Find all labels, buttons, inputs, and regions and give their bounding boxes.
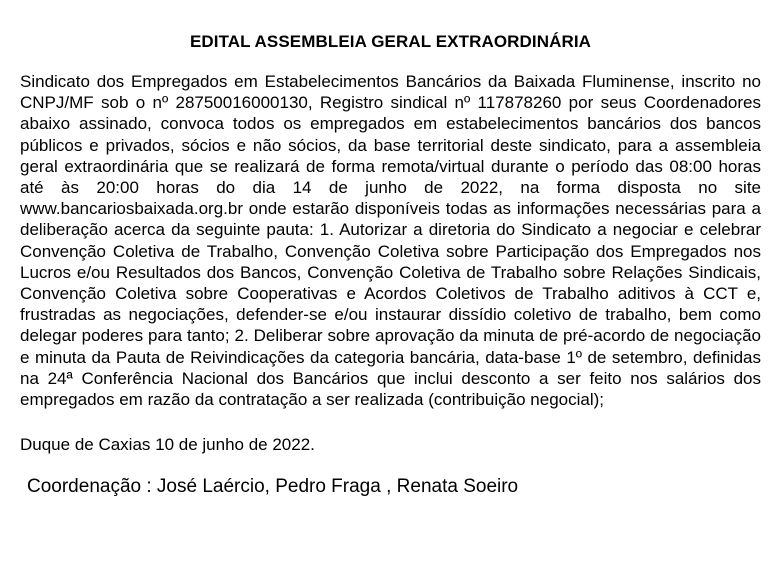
document-title: EDITAL ASSEMBLEIA GERAL EXTRAORDINÁRIA xyxy=(189,32,592,51)
coordination-signature-line: Coordenação : José Laércio, Pedro Fraga , Renata Soeiro xyxy=(27,476,519,498)
date-place-line: Duque de Caxias 10 de junho de 2022. xyxy=(20,435,315,455)
edital-document xyxy=(20,0,761,498)
document-body-paragraph: Sindicato dos Empregados em Estabelecimentos Bancários da Baixada Fluminense, inscrito no CNPJ/MF sob o nº 28750016000130, Registro sindical nº 117878260 por seus Coordenadores abaixo assinado, convoca todos os empregados em estabelecimentos bancários dos bancos públicos e privados, sócios e não sócios, da base territorial deste sindicato, para a assembleia geral extraordinária que se realizará de forma remota/virtual durante o período das 08:00 horas até às 20:00 horas do dia 14 de junho de 2022, na forma disposta no site www.bancariosbaixada.org.br onde estarão disponíveis todas as informações necessárias para a deliberação acerca da seguinte pauta: 1. Autorizar a diretoria do Sindicato a negociar e celebrar Convenção Coletiva de Trabalho, Convenção Coletiva sobre Participação dos Empregados nos Lucros e/ou Resultados dos Bancos, Convenção Coletiva de Trabalho sobre Relações Sindicais, Convenção Coletiva sobre Cooperativas e Acordos Coletivos de Trabalho aditivos à CCT e, frustradas as negociações, defender-se e/ou instaurar dissídio coletivo de trabalho, bem como delegar poderes para tanto; 2. Deliberar sobre aprovação da minuta de pré-acordo de negociação e minuta da Pauta de Reivindicações da categoria bancária, data-base 1º de setembro, definidas na 24ª Conferência Nacional dos Bancários que inclui desconto a ser feito nos salários dos empregados em razão da contratação a ser realizada (contribuição negocial); xyxy=(20,72,761,410)
